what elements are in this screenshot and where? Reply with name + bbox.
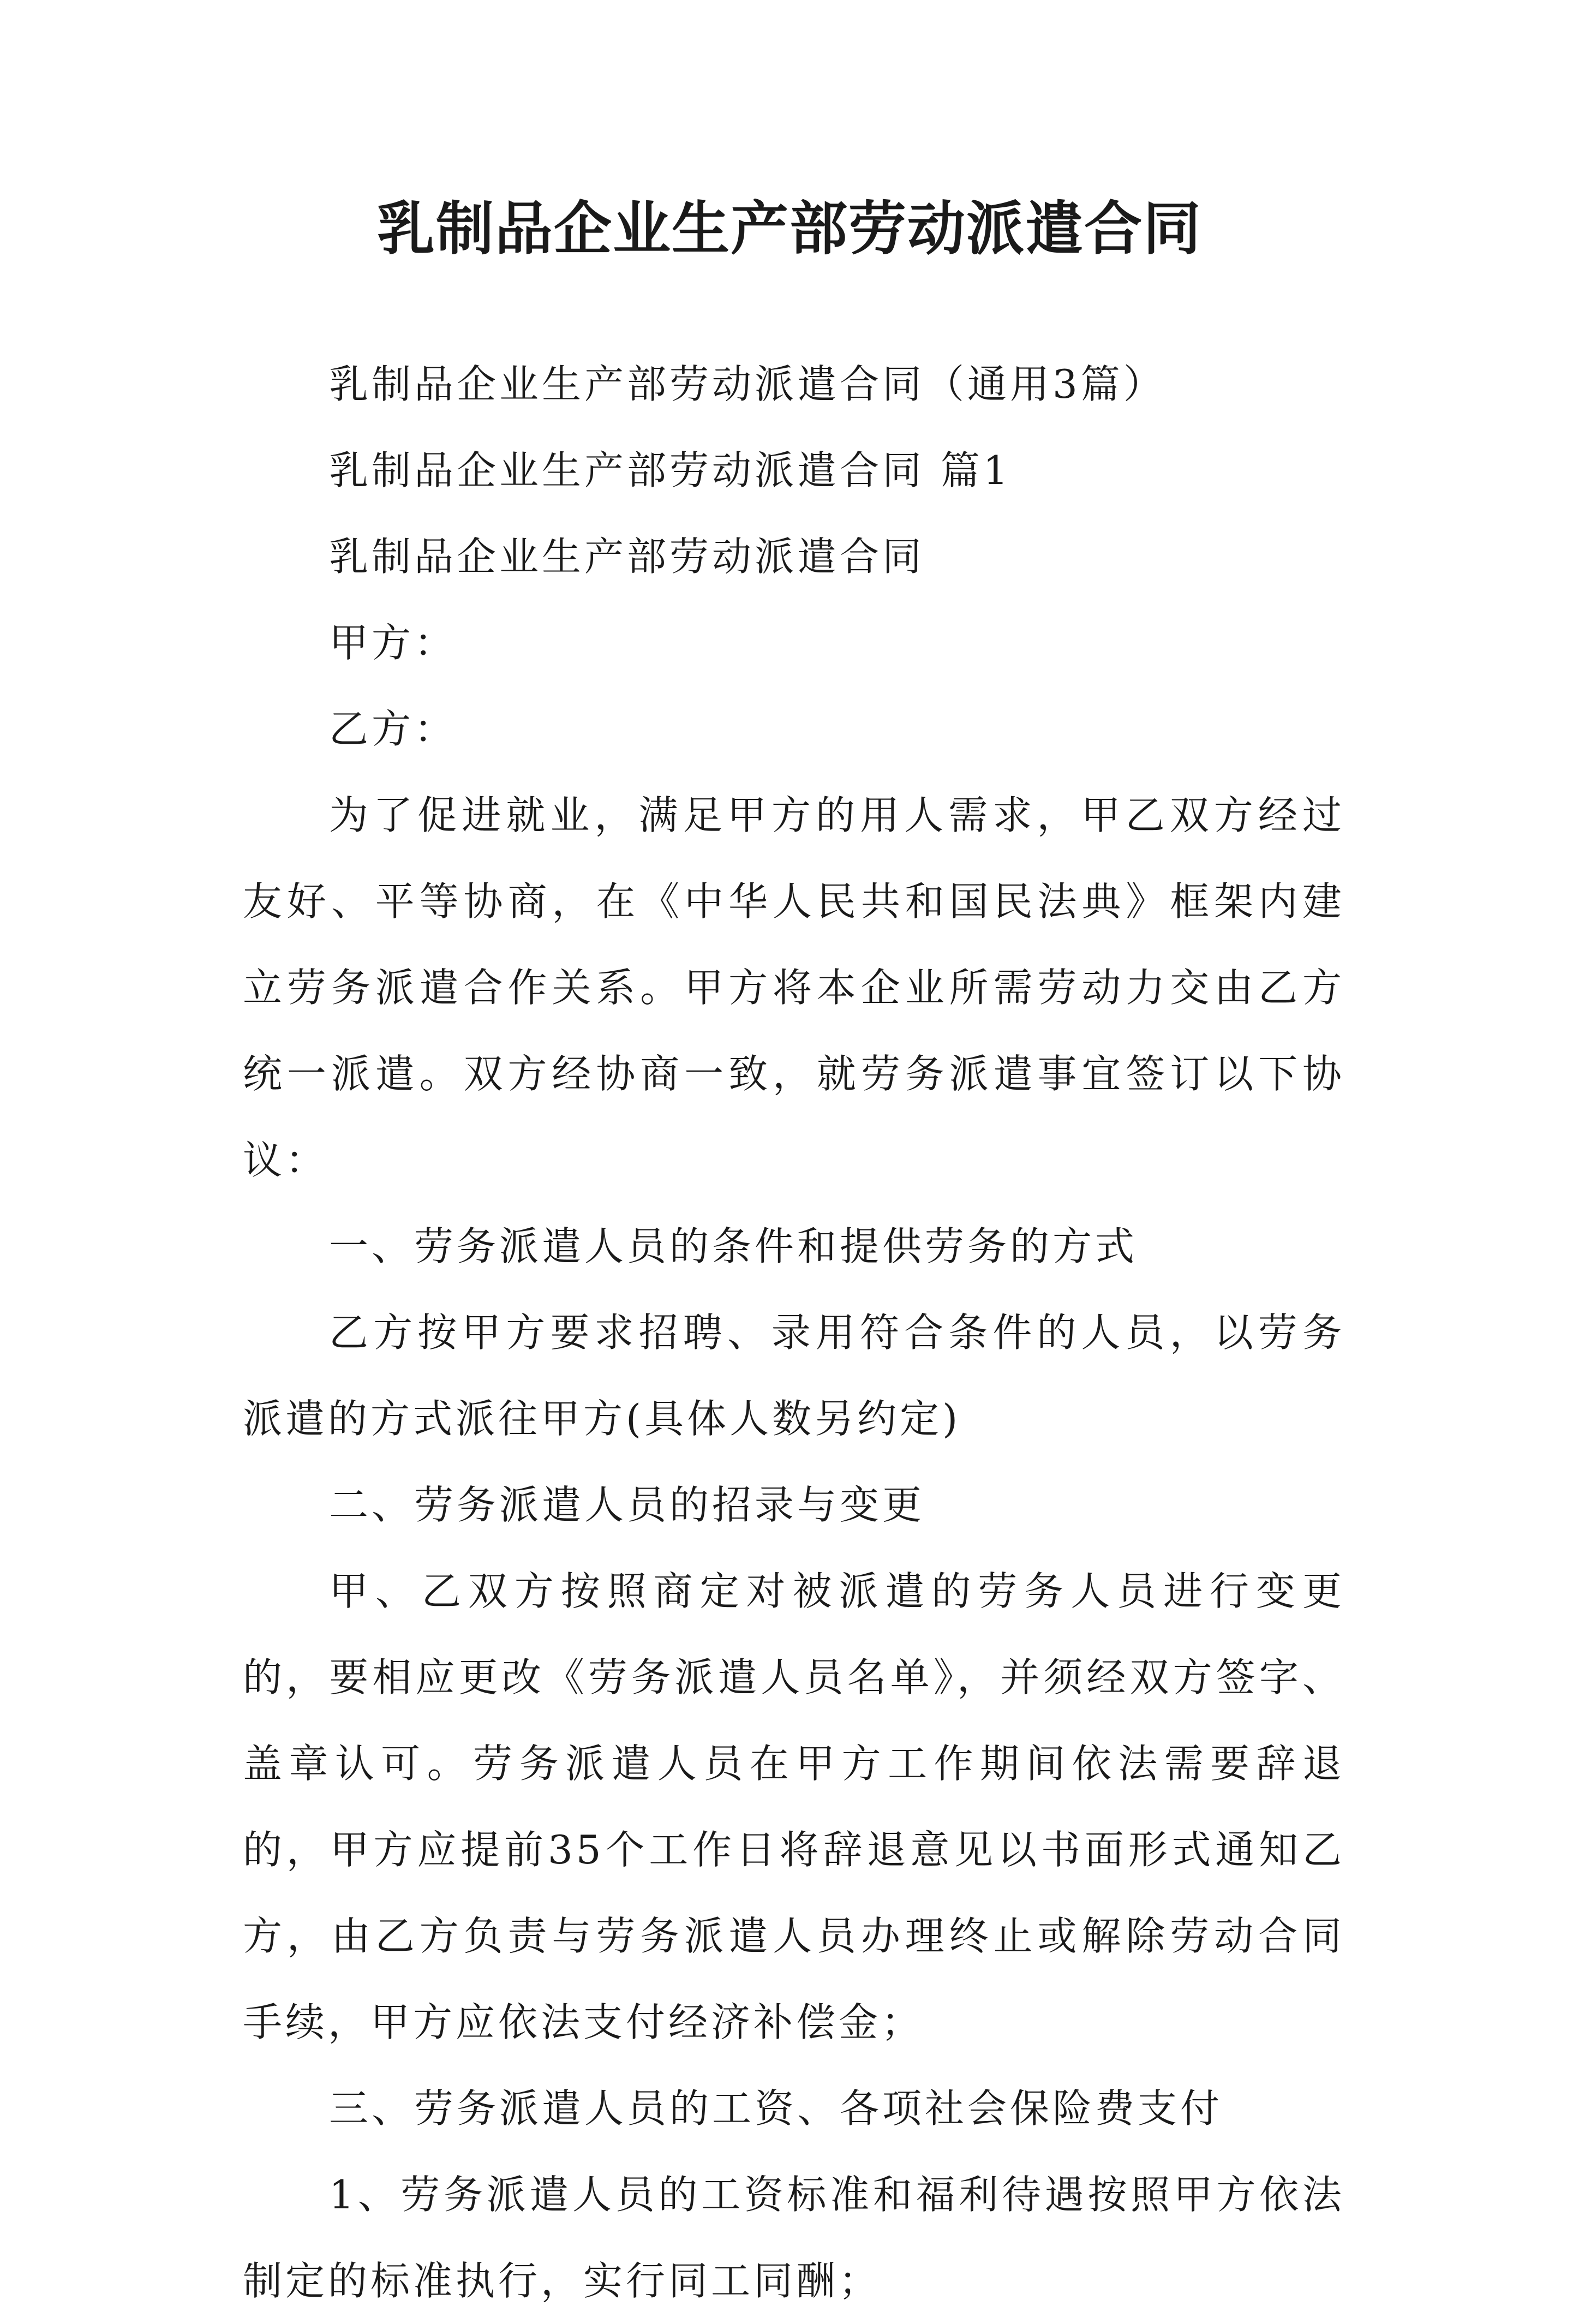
paragraph-part-heading: 乳制品企业生产部劳动派遣合同 篇1	[329, 447, 1012, 493]
paragraph-section-1: 乙方按甲方要求招聘、录用符合条件的人员，以劳务派遣的方式派往甲方(具体人数另约定)	[243, 1310, 1345, 1442]
section-heading-1: 一、劳务派遣人员的条件和提供劳务的方式	[329, 1223, 1138, 1269]
paragraph-preamble: 为了促进就业，满足甲方的用人需求，甲乙双方经过友好、平等协商，在《中华人民共和国民法典》框架内建立劳务派遣合作关系。甲方将本企业所需劳动力交由乙方统一派遣。双方经协商一致，就劳务派遣事宜签订以下协议：	[243, 792, 1345, 1183]
paragraph-section-3-item-1: 1、劳务派遣人员的工资标准和福利待遇按照甲方依法制定的标准执行，实行同工同酬；	[243, 2172, 1345, 2304]
paragraph-subtitle: 乳制品企业生产部劳动派遣合同（通用3篇）	[329, 361, 1166, 407]
paragraph-party-a: 甲方：	[329, 620, 457, 666]
document-title: 乳制品企业生产部劳动派遣合同	[377, 194, 1202, 262]
paragraph-party-b: 乙方：	[329, 706, 457, 752]
section-heading-3: 三、劳务派遣人员的工资、各项社会保险费支付	[329, 2086, 1223, 2131]
paragraph-section-2: 甲、乙双方按照商定对被派遣的劳务人员进行变更的，要相应更改《劳务派遣人员名单》，并须经双方签字、盖章认可。劳务派遣人员在甲方工作期间依法需要辞退的，甲方应提前35个工作日将辞退意见以书面形式通知乙方，由乙方负责与劳务派遣人员办理终止或解除劳动合同手续，甲方应依法支付经济补偿金；	[243, 1568, 1345, 2045]
section-heading-2: 二、劳务派遣人员的招录与变更	[329, 1482, 925, 1528]
document-body	[243, 341, 1345, 2324]
paragraph-contract-name: 乳制品企业生产部劳动派遣合同	[329, 534, 925, 579]
